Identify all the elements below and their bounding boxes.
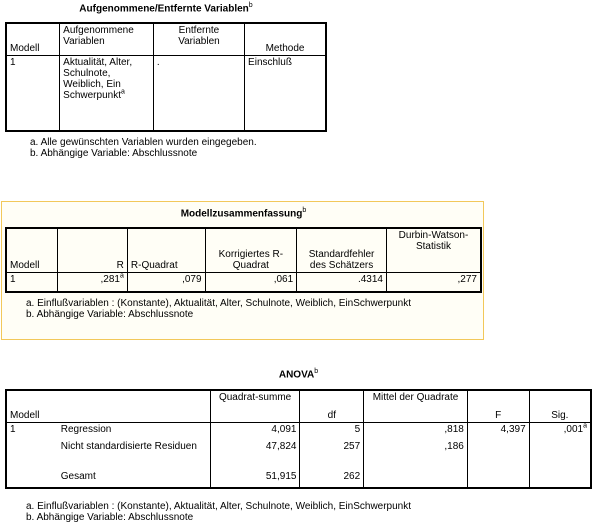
table2-model-summary[interactable] [5,227,482,293]
header-r-quadrat: R-Quadrat [127,228,205,272]
table2-notes [26,298,416,320]
table3-anova[interactable] [5,389,592,489]
cell-durbin-watson: ,277 [386,272,481,292]
cell-modell: 1 [6,272,58,292]
header-df: df [300,390,364,422]
header-standardfehler: Standardfehler des Schätzers [297,228,387,272]
header-methode: Methode [245,23,326,55]
header-entfernte: Entfernte Variablen [153,23,244,55]
table1-note-a: a. Alle gewünschten Variablen wurden eingegeben. [30,137,257,148]
header-mittel-quadrate: Mittel der Quadrate [364,390,468,422]
cell-standardfehler: .4314 [297,272,387,292]
cell-df: 5 [300,422,364,440]
cell-aufgenommene: Aktualität, Alter, Schulnote, Weiblich, Ein Schwerpunkt$^a$ [60,55,154,131]
table3-note-a: a. Einflußvariablen : (Konstante), Aktualität, Alter, Schulnote, Weiblich, EinSchwerpunkt [26,501,412,512]
header-r: R [58,228,128,272]
header-modell: Modell [6,228,58,272]
table-row [6,422,591,440]
cell-modell: 1 [6,422,58,440]
table1-notes [30,137,260,159]
header-modell: Modell [6,23,60,55]
table3-note-b: b. Abhängige Variable: Abschlussnote [26,512,194,523]
header-korr-r-quadrat: Korrigiertes R-Quadrat [205,228,297,272]
header-quadratsumme: Quadrat-summe [210,390,300,422]
cell-sig: ,001$^a$ [529,422,591,440]
cell-quadratsumme: 51,915 [210,470,300,488]
table2-note-b: b. Abhängige Variable: Abschlussnote [26,309,194,320]
header-modell: Modell [6,390,210,422]
table2-title: Modellzusammenfassung$^b$ [180,207,307,220]
table1-note-b: b. Abhängige Variable: Abschlussnote [30,148,198,159]
cell-label: Nicht standardisierte Residuen [60,441,197,452]
cell-entfernte: . [153,55,244,131]
cell-modell [6,440,58,470]
cell-f: 4,397 [467,422,529,440]
cell-modell [6,470,58,488]
cell-korr-r-quadrat: ,061 [205,272,297,292]
cell-methode: Einschluß [245,55,326,131]
table1-variables[interactable] [5,22,327,132]
table2-note-a: a. Einflußvariablen : (Konstante), Aktualität, Alter, Schulnote, Weiblich, EinSchwerpunkt [26,298,412,309]
header-aufgenommene: Aufgenommene Variablen [60,23,154,55]
cell-label: Gesamt [58,470,210,488]
header-sig: Sig. [529,390,591,422]
cell-f [467,470,529,488]
header-f: F [467,390,529,422]
cell-f [467,440,529,470]
cell-label: Regression [60,423,112,435]
cell-r: ,281$^a$ [58,272,128,292]
cell-sig [529,440,591,470]
header-durbin-watson: Durbin-Watson-Statistik [386,228,481,272]
cell-mittel-quadrate: ,186 [364,440,468,470]
table-row [6,440,591,470]
cell-quadratsumme: 47,824 [210,440,300,470]
cell-mittel-quadrate [364,470,468,488]
table-row [6,470,591,488]
cell-modell: 1 [6,55,60,131]
table3-notes [26,501,586,523]
table3-title: ANOVA$^b$ [278,368,319,381]
cell-sig [529,470,591,488]
table1-title: Aufgenommene/Entfernte Variablen$^b$ [79,2,253,15]
cell-mittel-quadrate: ,818 [364,422,468,440]
cell-df: 262 [300,470,364,488]
cell-quadratsumme: 4,091 [210,422,300,440]
cell-r-quadrat: ,079 [127,272,205,292]
cell-df: 257 [300,440,364,470]
